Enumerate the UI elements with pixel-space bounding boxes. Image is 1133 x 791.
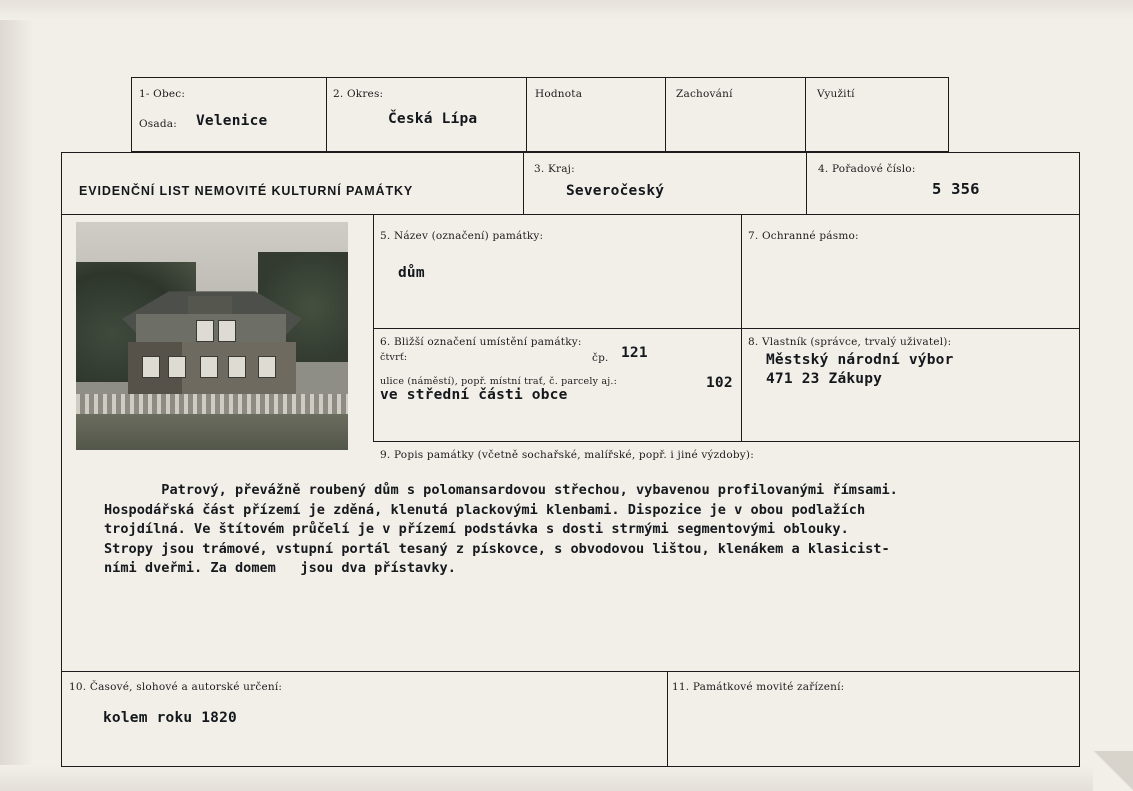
divider [667,671,668,766]
paper-edge-left [0,0,34,791]
photo-fence [76,394,348,416]
divider [741,214,742,328]
divider [665,78,666,151]
movite-label: 11. Památkové movité zařízení: [672,681,845,693]
popis-line: Stropy jsou trámové, vstupní portál tesaný z pískovce, s obvodovou lištou, klenákem a klasicist- [104,540,890,557]
kraj-value: Severočeský [566,183,665,199]
ulice-value: ve střední části obce [380,387,568,403]
document-title: EVIDENČNÍ LIST NEMOVITÉ KULTURNÍ PAMÁTKY [79,184,414,198]
parcela-value: 102 [706,375,733,391]
poradove-cislo-label: 4. Pořadové číslo: [818,163,916,175]
divider [806,153,807,214]
ochranne-pasmo-label: 7. Ochranné pásmo: [748,230,859,242]
divider [62,671,1079,672]
divider [373,328,1079,329]
divider [326,78,327,151]
divider [523,153,524,214]
paper-edge-top [0,0,1133,20]
photo-window [196,320,214,342]
vlastnik-line2: 471 23 Zákupy [766,371,883,387]
divider [373,441,1079,442]
divider [741,328,742,441]
okres-label: 2. Okres: [333,88,384,100]
popis-label: 9. Popis památky (včetně sochařské, malířské, popř. i jiné výzdoby): [380,449,754,461]
urceni-value: kolem roku 1820 [103,710,237,726]
popis-line: Hospodářská část přízemí je zděná, klenutá plackovými klenbami. Dispozice je v obou podlažích [104,501,866,518]
nazev-label: 5. Název (označení) památky: [380,230,544,242]
zachovani-label: Zachování [676,88,733,100]
paper-edge-bottom [0,765,1133,791]
osada-label: Osada: [139,118,177,130]
page-corner-fold [1093,751,1133,791]
obec-value: Velenice [196,113,268,129]
okres-value: Česká Lípa [388,111,478,127]
photo-window [218,320,236,342]
nazev-value: dům [398,265,425,281]
photo-window [200,356,218,378]
obec-label: 1- Obec: [139,88,186,100]
divider [805,78,806,151]
popis-text [104,481,1054,579]
vyuziti-label: Využití [817,88,855,100]
photo-ground [76,414,348,450]
popis-line: trojdílná. Ve štítovém průčelí je v přízemí podstávka s dosti strmými segmentovými oblouky. [104,521,849,537]
urceni-label: 10. Časové, slohové a autorské určení: [69,681,283,693]
ctvrt-label: čtvrť: [380,352,408,363]
vlastnik-label: 8. Vlastník (správce, trvalý uživatel): [748,336,952,348]
cp-value: 121 [621,345,648,361]
kraj-label: 3. Kraj: [534,163,575,175]
divider [526,78,527,151]
hodnota-label: Hodnota [535,88,583,100]
popis-line: Patrový, převážně roubený dům s polomansardovou střechou, vybavenou profilovanými římsami. [104,482,898,498]
photo-window [258,356,276,378]
popis-line: ními dveřmi. Za domem jsou dva přístavky. [104,560,456,576]
poradove-cislo-value: 5 356 [932,180,980,198]
photo-window [228,356,246,378]
photo-window [142,356,160,378]
ulice-label: ulice (náměstí), popř. místní trať, č. parcely aj.: [380,376,618,387]
divider [62,214,1079,215]
monument-photograph [76,222,348,450]
vlastnik-line1: Městský národní výbor [766,352,954,368]
photo-window [168,356,186,378]
umisteni-label: 6. Bližší označení umístění památky: [380,336,582,348]
cp-label: čp. [592,352,609,364]
